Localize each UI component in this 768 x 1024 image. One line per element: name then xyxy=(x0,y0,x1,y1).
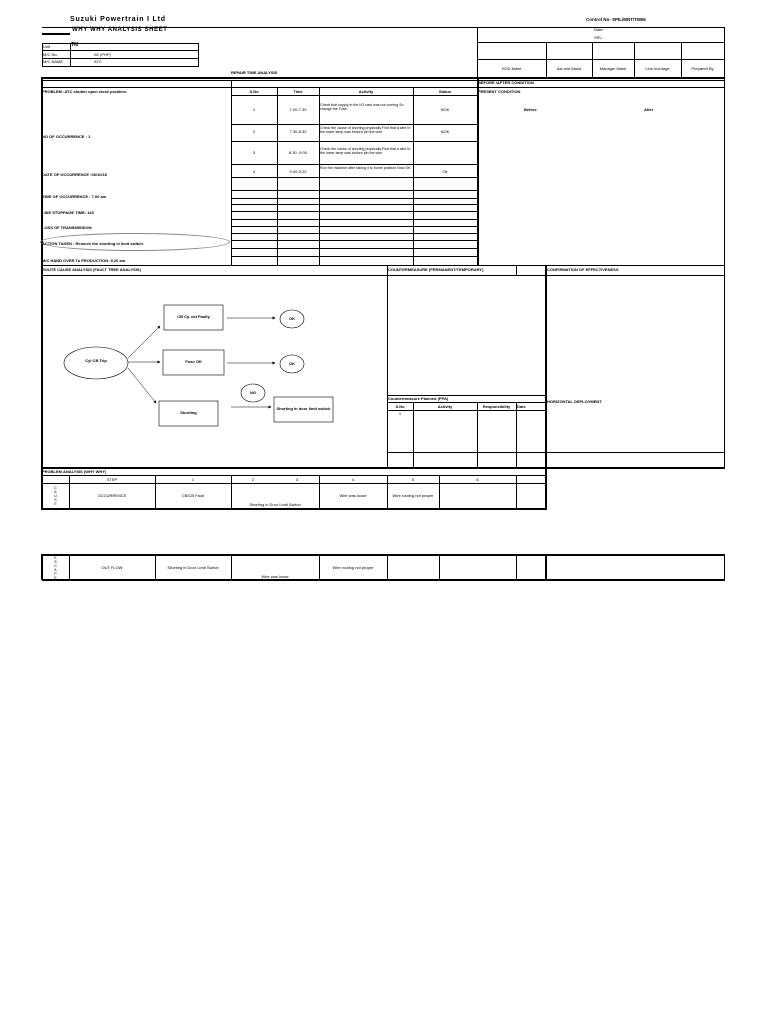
why-step-6: 6 xyxy=(476,477,479,482)
result-label: OK xyxy=(289,316,295,321)
present-condition-label: PRESENT CONDITION xyxy=(478,89,521,94)
handover-to-production: M/C HAND OVER To PRODUCTION :9.20 am xyxy=(42,258,126,263)
cm-row-sno: 1 xyxy=(398,411,402,416)
no-of-occurrence: NO OF OCCURRENCE : 1 xyxy=(42,134,91,139)
unit-value: TM xyxy=(71,42,79,48)
machine-number-value: W/ (PHP) xyxy=(94,52,111,57)
cm-header-date: Date xyxy=(517,404,526,409)
node-label: Shorting xyxy=(180,410,197,415)
final-cause-label: Shorting In door limit switch xyxy=(276,406,331,411)
signoff-asst-manager: Ast.mst Maint xyxy=(556,66,582,71)
countermeasure-planned-title: Countermeasure Planned (PPA) xyxy=(388,396,449,401)
repair-row-activity: Check the cause of shorting physically.Find that a wire In the lower lamp was broken pin the wire xyxy=(320,126,411,135)
before-after-title: BEFORE /AFTER CONDITION xyxy=(478,80,534,85)
outflow-cell: Wire routing not proper xyxy=(332,565,374,570)
company-name: Suzuki Powertrain I Ltd xyxy=(70,16,166,23)
repair-row-status: NOK xyxy=(440,107,450,112)
repair-row-activity: Check that supply in the I/O card was not coming So change the Fuse. xyxy=(320,103,404,112)
occurrence-label: OCCURRENCE xyxy=(97,493,127,498)
repair-header-sno: S.No xyxy=(249,89,259,94)
repair-row-time: 8.30 -9.00 xyxy=(288,150,307,155)
repair-row-sno: 4 xyxy=(252,169,256,174)
signoff-manager: Manager Maint xyxy=(599,66,627,71)
repair-row-activity: Run the machine after taking it to home position.Now OK. xyxy=(320,166,412,170)
root-node-label: Cyl CB Trip xyxy=(85,358,107,363)
outflow-label: OUT FLOW xyxy=(101,565,123,570)
srl-label: SRL: xyxy=(594,35,603,40)
outflow-code: E S C A P E xyxy=(54,556,57,580)
control-number: Control No- SPIL/MNT/TM06 xyxy=(586,17,646,22)
before-label: Before xyxy=(524,107,537,112)
repair-row-time: 7.00-7.30 xyxy=(289,107,307,112)
signoff-prepared-by: Prepared By xyxy=(691,66,714,71)
occurrence-cell: Wire was loose xyxy=(339,493,367,498)
signoff-line-incharge: Line Incharge xyxy=(645,66,670,71)
node-label: CB Cy. ckt Faulty xyxy=(177,314,210,319)
date-of-occurrence: DATE OF OCCURRENCE :06/10/16 xyxy=(42,172,108,177)
repair-row-activity: Check the cause of shorting physically.Find that a wire In the lower lamp was broken pin the wire xyxy=(320,147,411,156)
cm-header-sno: S.No xyxy=(395,404,405,409)
repair-row-sno: 1 xyxy=(252,107,256,112)
problem-text: PROBLEM :ATC shutter open close problem. xyxy=(42,89,128,94)
occurrence-cell: Wire routing not proper xyxy=(392,493,434,498)
after-label: After xyxy=(644,107,654,112)
countermeasure-title: COUNTERMEASURE (PERMANENT/TEMPORARY) xyxy=(388,267,484,272)
why-step-header: STEP xyxy=(106,477,118,482)
repair-row-sno: 3 xyxy=(252,150,256,155)
confirmation-title: CONFIRMATION OF EFFECTIVENESS xyxy=(547,267,619,272)
result-label: OK xyxy=(289,361,295,366)
machine-number-label: M/C No. xyxy=(43,52,58,57)
line-stoppage-time: LINE STOPPAGE TIME: 140 xyxy=(42,210,94,215)
date-label: Date: xyxy=(594,27,604,32)
repair-row-time: 9.00-9.20 xyxy=(289,169,307,174)
repair-row-status: Ok xyxy=(442,169,448,174)
occurrence-code: C A U S E xyxy=(54,486,57,506)
unit-info-box xyxy=(42,43,199,67)
result-label: NG xyxy=(250,390,256,395)
repair-row-status: NOK xyxy=(440,129,450,134)
unit-label: Unit xyxy=(43,44,51,49)
occurrence-cell: Shorting in Door Limit Switch xyxy=(249,502,301,507)
time-of-occurrence: TIME OF OCCURRENCE : 7.00 am xyxy=(42,194,107,199)
occurrence-cell: CB/CB Fault xyxy=(181,493,205,498)
rca-title: ROUTE CAUSE ANALYSIS (FAULT TREE ANALYSIS) xyxy=(42,267,141,272)
repair-header-activity: Activity xyxy=(358,89,374,94)
loss-of-transmission: LOSS OF TRANSMISSION: xyxy=(42,225,93,230)
repair-row-time: 7.30-8.30 xyxy=(289,129,307,134)
repair-header-status: Status xyxy=(438,89,452,94)
cm-header-activity: Activity xyxy=(437,404,453,409)
repair-row-sno: 2 xyxy=(252,129,256,134)
repair-header-time: Time xyxy=(293,89,303,94)
why-step-5: 5 xyxy=(411,477,415,482)
why-step-2: 2 xyxy=(251,477,255,482)
repair-time-title: REPAIR TIME ANALYSIS xyxy=(231,70,278,75)
outflow-cell: Wire was loose xyxy=(261,574,289,579)
root-node xyxy=(64,347,128,379)
action-taken: ACTION TAKEN : Remove the shorting in limit switch. xyxy=(42,241,144,246)
machine-name-value: ATC xyxy=(94,59,102,64)
sheet-title: WHY WHY ANALYSIS SHEET xyxy=(72,27,168,33)
why-step-4: 4 xyxy=(351,477,355,482)
node-label: Fuse Off xyxy=(185,359,202,364)
fault-tree-diagram xyxy=(42,276,387,466)
why-why-title: PROBLEM ANALYSIS (WHY WHY) xyxy=(42,469,107,474)
machine-name-label: M/C NAME xyxy=(43,59,63,64)
why-step-3: 3 xyxy=(295,477,299,482)
outflow-cell: Shorting in Door Limit Switch xyxy=(167,565,219,570)
horizontal-deployment-title: HORIZONTAL DEPLOYMENT xyxy=(547,399,602,404)
why-step-1: 1 xyxy=(191,477,195,482)
cm-header-responsibility: Responsibility xyxy=(482,404,511,409)
signoff-hod: HOD Maint xyxy=(501,66,522,71)
